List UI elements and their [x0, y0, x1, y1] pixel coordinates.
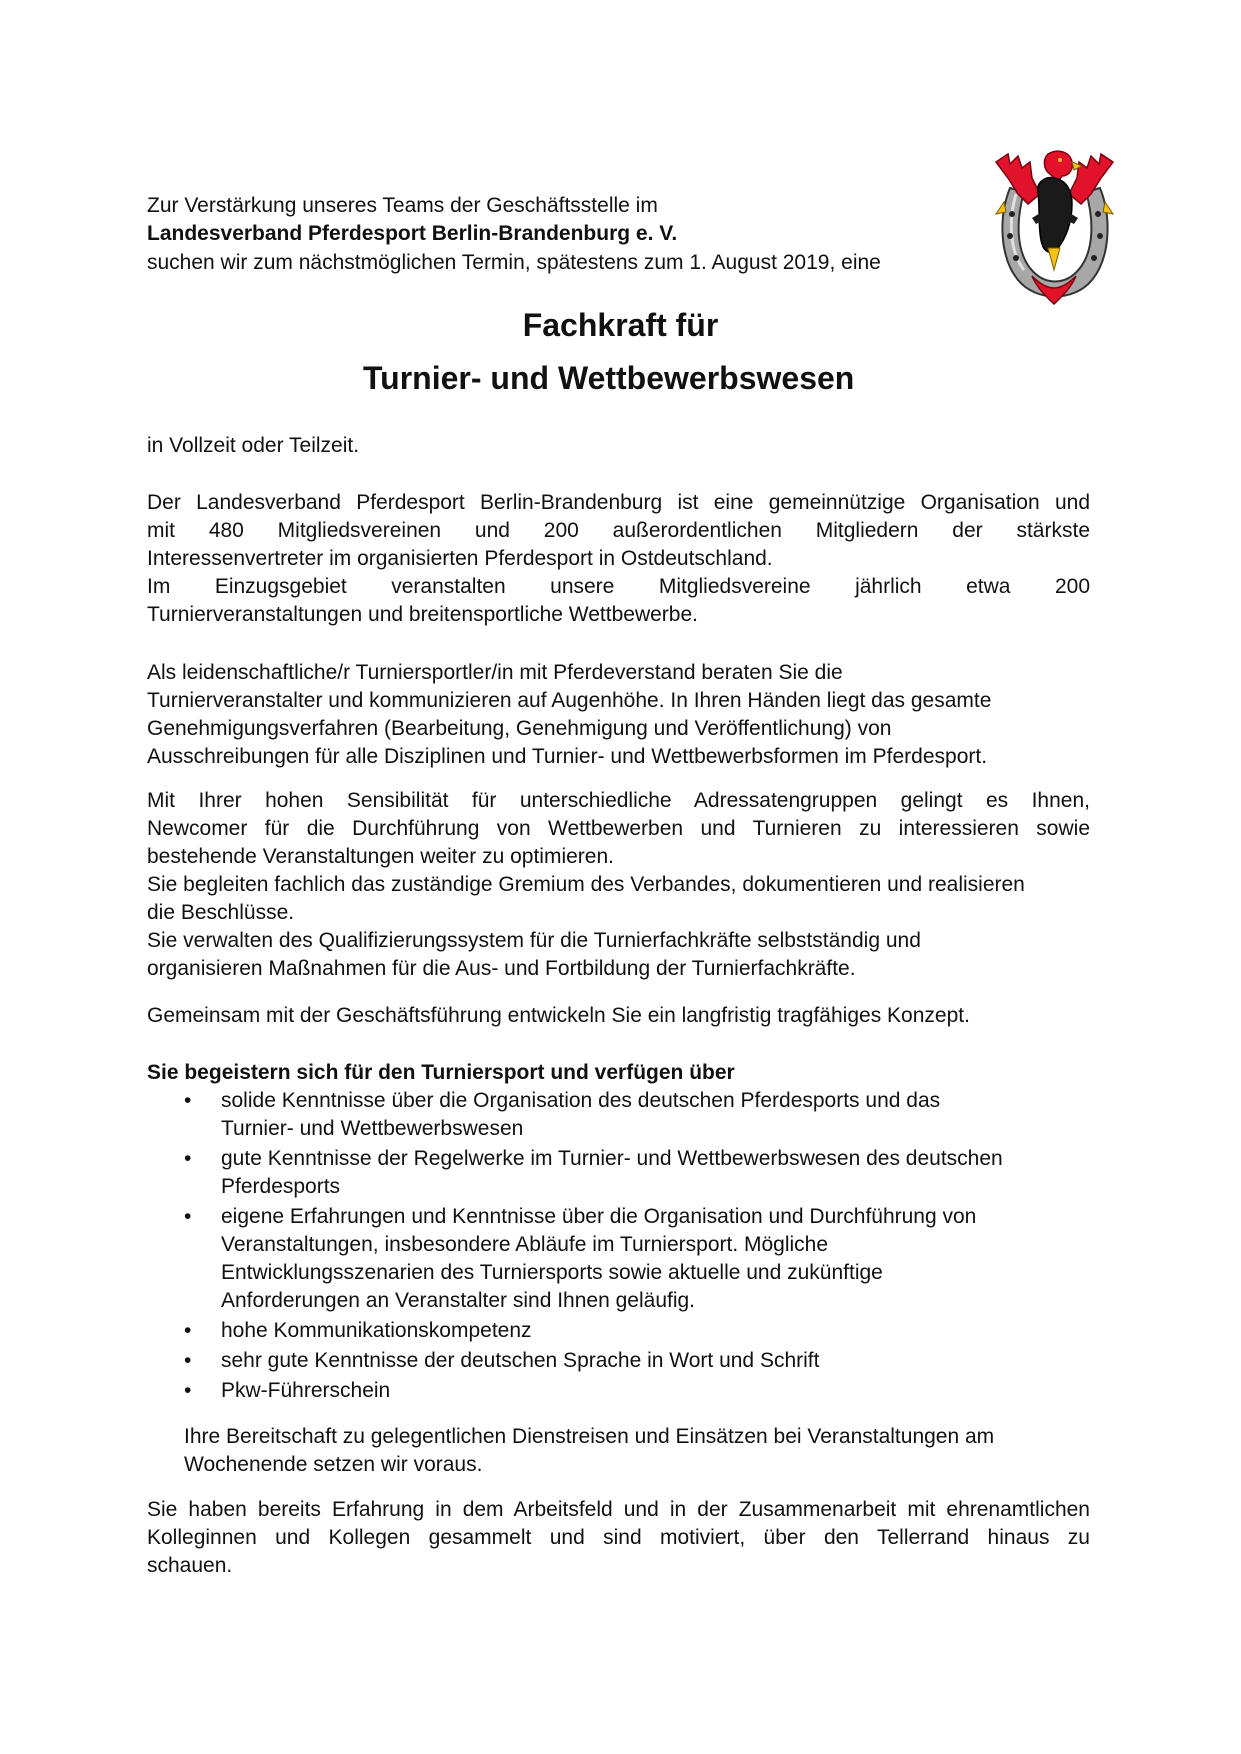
tasks-line-3: bestehende Veranstaltungen weiter zu optimieren.	[147, 845, 614, 868]
requirement-text: gute Kenntnisse der Regelwerke im Turnier- und Wettbewerbswesen des deutschen	[221, 1147, 1003, 1170]
experience-line-3: schauen.	[147, 1554, 233, 1577]
about-line-4: Im Einzugsgebiet veranstalten unsere Mitgliedsvereine jährlich etwa 200	[147, 575, 1090, 598]
job-title-line-1	[0, 305, 1241, 345]
requirement-text: Turnier- und Wettbewerbswesen	[221, 1117, 524, 1140]
list-item	[147, 1087, 1107, 1143]
requirement-text: solide Kenntnisse über die Organisation des deutschen Pferdesports und das	[221, 1089, 941, 1112]
bullet-icon: •	[184, 1349, 192, 1372]
list-item	[147, 1203, 1107, 1315]
requirements-heading: Sie begeistern sich für den Turniersport und verfügen über	[147, 1061, 735, 1084]
tasks-line-2: Newcomer für die Durchführung von Wettbewerben und Turnieren zu interessieren sowie	[147, 817, 1090, 840]
list-item	[147, 1377, 1107, 1405]
concept-paragraph: Gemeinsam mit der Geschäftsführung entwickeln Sie ein langfristig tragfähiges Konzept.	[147, 1004, 970, 1027]
coat-of-arms-logo	[988, 148, 1121, 311]
travel-line-2: Wochenende setzen wir voraus.	[184, 1453, 483, 1476]
intro-organization-name: Landesverband Pferdesport Berlin-Brandenburg e. V.	[147, 222, 678, 245]
list-item	[147, 1347, 1107, 1375]
eagle-horseshoe-icon	[988, 148, 1121, 311]
experience-line-2: Kolleginnen und Kollegen gesammelt und sind motiviert, über den Tellerrand hinaus zu	[147, 1526, 1090, 1549]
job-title-line-2: Turnier- und Wettbewerbswesen	[363, 360, 855, 396]
list-item	[147, 1145, 1107, 1201]
tasks-line-1: Mit Ihrer hohen Sensibilität für unterschiedliche Adressatengruppen gelingt es Ihnen,	[147, 789, 1090, 812]
job-title-text-1: Fachkraft für	[522, 307, 719, 343]
about-line-1: Der Landesverband Pferdesport Berlin-Brandenburg ist eine gemeinnützige Organisation und	[147, 491, 1090, 514]
requirement-text: sehr gute Kenntnisse der deutschen Sprache in Wort und Schrift	[221, 1349, 820, 1372]
travel-line-1: Ihre Bereitschaft zu gelegentlichen Dienstreisen und Einsätzen bei Veranstaltungen am	[184, 1425, 995, 1448]
travel-paragraph	[184, 1423, 994, 1479]
role-line-4: Ausschreibungen für alle Disziplinen und Turnier- und Wettbewerbsformen im Pferdesport.	[147, 745, 988, 768]
tasks-line-6: Sie verwalten des Qualifizierungssystem für die Turnierfachkräfte selbstständig und	[147, 929, 921, 952]
about-paragraph	[147, 489, 1090, 629]
about-line-3: Interessenvertreter im organisierten Pferdesport in Ostdeutschland.	[147, 547, 773, 570]
role-paragraph	[147, 659, 991, 771]
requirement-text: Entwicklungsszenarien des Turniersports sowie aktuelle und zukünftige	[221, 1261, 883, 1284]
intro-line-3: suchen wir zum nächstmöglichen Termin, spätestens zum 1. August 2019, eine	[147, 251, 881, 274]
experience-line-1: Sie haben bereits Erfahrung in dem Arbeitsfeld und in der Zusammenarbeit mit ehrenamtlichen	[147, 1498, 1090, 1521]
list-item	[147, 1317, 1107, 1345]
tasks-line-7: organisieren Maßnahmen für die Aus- und Fortbildung der Turnierfachkräfte.	[147, 957, 856, 980]
bullet-icon: •	[184, 1379, 192, 1402]
tasks-line-4: Sie begleiten fachlich das zuständige Gremium des Verbandes, dokumentieren und realisieren	[147, 873, 1025, 896]
bullet-icon: •	[184, 1147, 192, 1170]
requirement-text: Anforderungen an Veranstalter sind Ihnen geläufig.	[221, 1289, 696, 1312]
tasks-line-5: die Beschlüsse.	[147, 901, 295, 924]
about-line-5: Turnierveranstaltungen und breitensportliche Wettbewerbe.	[147, 603, 698, 626]
role-line-1: Als leidenschaftliche/r Turniersportler/in mit Pferdeverstand beraten Sie die	[147, 661, 843, 684]
requirement-text: Pferdesports	[221, 1175, 341, 1198]
requirement-text: hohe Kommunikationskompetenz	[221, 1319, 532, 1342]
bullet-icon: •	[184, 1319, 192, 1342]
bullet-icon: •	[184, 1089, 192, 1112]
intro-line-1: Zur Verstärkung unseres Teams der Geschäftsstelle im	[147, 194, 658, 217]
about-line-2: mit 480 Mitgliedsvereinen und 200 außerordentlichen Mitgliedern der stärkste	[147, 519, 1090, 542]
experience-paragraph	[147, 1496, 1090, 1580]
employment-type: in Vollzeit oder Teilzeit.	[147, 434, 360, 457]
bullet-icon: •	[184, 1205, 192, 1228]
requirement-text: Veranstaltungen, insbesondere Abläufe im Turniersport. Mögliche	[221, 1233, 829, 1256]
role-line-3: Genehmigungsverfahren (Bearbeitung, Genehmigung und Veröffentlichung) von	[147, 717, 892, 740]
requirement-text: Pkw-Führerschein	[221, 1379, 391, 1402]
requirements-list	[147, 1087, 1107, 1407]
requirement-text: eigene Erfahrungen und Kenntnisse über die Organisation und Durchführung von	[221, 1205, 977, 1228]
tasks-paragraph	[147, 787, 1090, 983]
role-line-2: Turnierveranstalter und kommunizieren auf Augenhöhe. In Ihren Händen liegt das gesamte	[147, 689, 992, 712]
